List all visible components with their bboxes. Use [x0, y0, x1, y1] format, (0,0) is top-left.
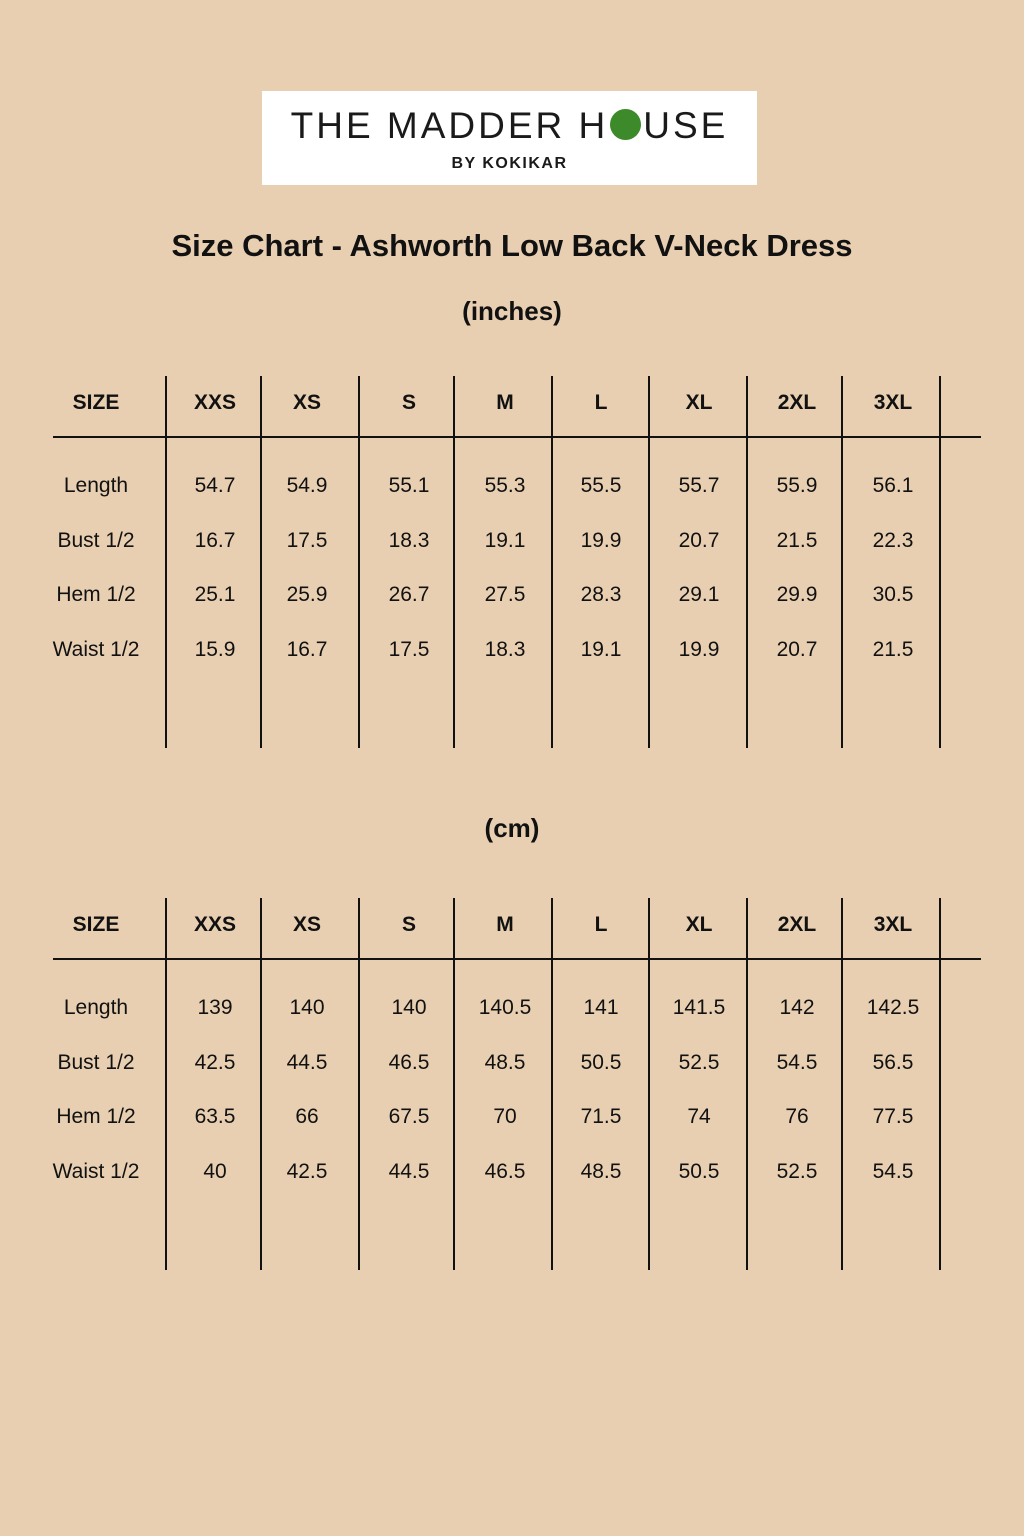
measurement-cell: 140.5	[478, 996, 532, 1019]
column-divider	[551, 376, 553, 748]
column-divider	[358, 898, 360, 1270]
column-divider	[260, 376, 262, 748]
header-size-6: XL	[685, 391, 713, 414]
column-divider	[358, 376, 360, 748]
measurement-cell: 54.7	[194, 474, 236, 497]
measurement-cell: 27.5	[484, 583, 526, 606]
measurement-cell: 55.7	[678, 474, 720, 497]
measurement-cell: 21.5	[872, 638, 914, 661]
header-size-4: M	[496, 391, 514, 414]
unit-label-inches: (inches)	[462, 296, 562, 326]
measurement-cell: 17.5	[286, 529, 328, 552]
brand-name	[262, 105, 757, 147]
column-divider	[648, 376, 650, 748]
row-label: Hem 1/2	[56, 1105, 136, 1128]
unit-label-cm: (cm)	[484, 813, 540, 843]
measurement-cell: 50.5	[580, 1051, 622, 1074]
measurement-cell: 26.7	[388, 583, 430, 606]
measurement-cell: 19.9	[580, 529, 622, 552]
column-divider	[453, 376, 455, 748]
row-label: Waist 1/2	[52, 638, 140, 661]
header-size-8: 3XL	[873, 391, 913, 414]
header-size-3: S	[401, 391, 417, 414]
brand-name-part2: USE	[643, 105, 729, 146]
measurement-cell: 15.9	[194, 638, 236, 661]
measurement-cell: 63.5	[194, 1105, 236, 1128]
measurement-cell: 46.5	[484, 1160, 526, 1183]
column-divider	[746, 376, 748, 748]
measurement-cell: 55.3	[484, 474, 526, 497]
measurement-cell: 139	[197, 996, 233, 1019]
measurement-cell: 44.5	[286, 1051, 328, 1074]
measurement-cell: 42.5	[194, 1051, 236, 1074]
page-title: Size Chart - Ashworth Low Back V-Neck Dress	[171, 228, 853, 263]
row-label: Length	[63, 996, 129, 1019]
measurement-cell: 54.5	[872, 1160, 914, 1183]
measurement-cell: 52.5	[776, 1160, 818, 1183]
measurement-cell: 19.1	[484, 529, 526, 552]
measurement-cell: 48.5	[484, 1051, 526, 1074]
measurement-cell: 56.5	[872, 1051, 914, 1074]
measurement-cell: 29.1	[678, 583, 720, 606]
measurement-cell: 25.9	[286, 583, 328, 606]
measurement-cell: 30.5	[872, 583, 914, 606]
measurement-cell: 74	[687, 1105, 711, 1128]
measurement-cell: 141.5	[672, 996, 726, 1019]
measurement-cell: 17.5	[388, 638, 430, 661]
measurement-cell: 18.3	[484, 638, 526, 661]
brand-dot-icon	[610, 109, 641, 140]
measurement-cell: 16.7	[194, 529, 236, 552]
header-size-7: 2XL	[777, 913, 817, 936]
measurement-cell: 141	[583, 996, 619, 1019]
measurement-cell: 29.9	[776, 583, 818, 606]
row-label: Waist 1/2	[52, 1160, 140, 1183]
measurement-cell: 21.5	[776, 529, 818, 552]
measurement-cell: 70	[493, 1105, 517, 1128]
column-divider	[551, 898, 553, 1270]
measurement-cell: 55.5	[580, 474, 622, 497]
measurement-cell: 52.5	[678, 1051, 720, 1074]
row-label: Bust 1/2	[57, 529, 135, 552]
measurement-cell: 42.5	[286, 1160, 328, 1183]
measurement-cell: 66	[295, 1105, 319, 1128]
column-divider	[165, 898, 167, 1270]
measurement-cell: 46.5	[388, 1051, 430, 1074]
size-table-cm	[0, 898, 1024, 1270]
column-divider	[841, 376, 843, 748]
column-divider	[453, 898, 455, 1270]
brand-logo	[262, 91, 757, 185]
measurement-cell: 140	[289, 996, 325, 1019]
measurement-cell: 20.7	[678, 529, 720, 552]
header-size-label: SIZE	[72, 391, 120, 414]
header-size-8: 3XL	[873, 913, 913, 936]
measurement-cell: 19.9	[678, 638, 720, 661]
row-label: Length	[63, 474, 129, 497]
column-divider	[939, 898, 941, 1270]
measurement-cell: 25.1	[194, 583, 236, 606]
header-size-3: S	[401, 913, 417, 936]
column-divider	[939, 376, 941, 748]
measurement-cell: 140	[391, 996, 427, 1019]
measurement-cell: 76	[785, 1105, 809, 1128]
measurement-cell: 22.3	[872, 529, 914, 552]
measurement-cell: 71.5	[580, 1105, 622, 1128]
measurement-cell: 40	[203, 1160, 227, 1183]
measurement-cell: 28.3	[580, 583, 622, 606]
measurement-cell: 54.9	[286, 474, 328, 497]
column-divider	[841, 898, 843, 1270]
measurement-cell: 20.7	[776, 638, 818, 661]
measurement-cell: 19.1	[580, 638, 622, 661]
header-size-1: XXS	[193, 913, 237, 936]
brand-name-part1: THE MADDER H	[290, 105, 609, 146]
header-size-2: XS	[292, 391, 322, 414]
header-size-6: XL	[685, 913, 713, 936]
measurement-cell: 18.3	[388, 529, 430, 552]
header-size-4: M	[496, 913, 514, 936]
measurement-cell: 77.5	[872, 1105, 914, 1128]
measurement-cell: 142.5	[866, 996, 920, 1019]
measurement-cell: 55.1	[388, 474, 430, 497]
measurement-cell: 67.5	[388, 1105, 430, 1128]
measurement-cell: 16.7	[286, 638, 328, 661]
row-label: Bust 1/2	[57, 1051, 135, 1074]
column-divider	[746, 898, 748, 1270]
header-size-label: SIZE	[72, 913, 120, 936]
size-table-inches	[0, 376, 1024, 748]
measurement-cell: 50.5	[678, 1160, 720, 1183]
column-divider	[648, 898, 650, 1270]
measurement-cell: 56.1	[872, 474, 914, 497]
measurement-cell: 142	[779, 996, 815, 1019]
header-size-7: 2XL	[777, 391, 817, 414]
header-size-1: XXS	[193, 391, 237, 414]
measurement-cell: 44.5	[388, 1160, 430, 1183]
measurement-cell: 55.9	[776, 474, 818, 497]
column-divider	[260, 898, 262, 1270]
brand-tagline: BY KOKIKAR	[451, 155, 568, 172]
measurement-cell: 48.5	[580, 1160, 622, 1183]
row-label: Hem 1/2	[56, 583, 136, 606]
measurement-cell: 54.5	[776, 1051, 818, 1074]
header-size-5: L	[594, 391, 608, 414]
column-divider	[165, 376, 167, 748]
header-size-2: XS	[292, 913, 322, 936]
header-size-5: L	[594, 913, 608, 936]
